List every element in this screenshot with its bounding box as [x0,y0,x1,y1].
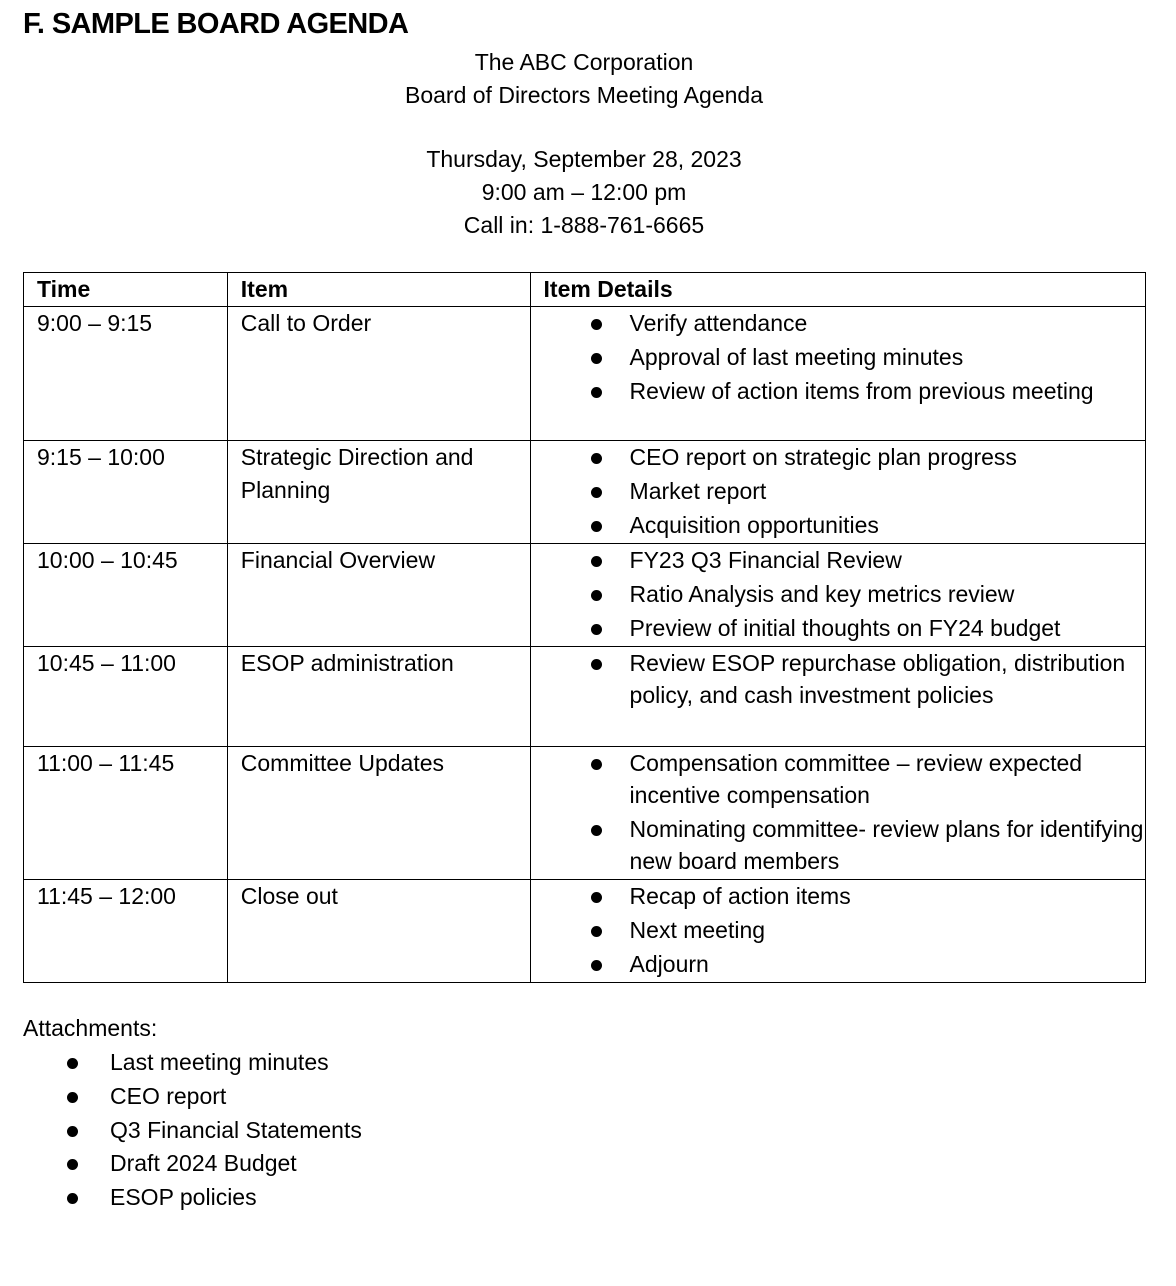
attachment-text: Last meeting minutes [110,1049,329,1075]
list-item [544,578,1145,612]
item-cell: ESOP administration [227,647,530,747]
bullet-icon [591,960,602,971]
list-item [544,747,1145,813]
bullet-icon [591,624,602,635]
table-row [24,544,1146,647]
attachments-label: Attachments: [23,1015,158,1041]
bullet-icon [67,1092,78,1103]
time-cell: 11:45 – 12:00 [24,880,228,983]
bullet-icon [591,659,602,670]
column-header-details: Item Details [530,273,1145,307]
detail-text: Verify attendance [629,310,808,336]
table-header-row [24,273,1146,307]
item-cell: Call to Order [227,307,530,441]
bullet-icon [591,590,602,601]
details-list [544,544,1145,646]
detail-text: Acquisition opportunities [629,512,879,538]
details-cell [530,544,1145,647]
column-header-item: Item [227,273,530,307]
detail-text: Compensation committee – review expected incentive compensation [629,750,1083,808]
bullet-icon [591,825,602,836]
item-cell: Financial Overview [227,544,530,647]
bullet-icon [591,759,602,770]
details-cell [530,880,1145,983]
attachment-text: Draft 2024 Budget [110,1150,297,1177]
table-row [24,747,1146,880]
list-item [544,509,1145,543]
meeting-date: Thursday, September 28, 2023 [426,146,742,172]
bullet-icon [591,487,602,498]
list-item [544,880,1145,914]
details-list [544,307,1145,409]
list-item [544,647,1145,713]
table-row [24,307,1146,441]
column-header-time: Time [24,273,228,307]
list-item [544,914,1145,948]
time-cell: 9:00 – 9:15 [24,307,228,441]
details-list [544,747,1145,879]
time-cell: 10:00 – 10:45 [24,544,228,647]
bullet-icon [67,1058,78,1069]
table-row [24,441,1146,544]
bullet-icon [591,453,602,464]
list-item [544,307,1145,341]
time-cell: 10:45 – 11:00 [24,647,228,747]
detail-text: Approval of last meeting minutes [629,344,964,370]
detail-text: Preview of initial thoughts on FY24 budget [629,615,1061,641]
detail-text: CEO report on strategic plan progress [629,444,1017,470]
list-item [544,475,1145,509]
list-item [544,948,1145,982]
details-list [544,880,1145,982]
bullet-icon [591,387,602,398]
item-cell: Close out [227,880,530,983]
bullet-icon [591,926,602,937]
bullet-icon [591,892,602,903]
meeting-title: Board of Directors Meeting Agenda [405,82,763,108]
document-header [0,46,1168,112]
list-item [544,341,1145,375]
details-cell [530,441,1145,544]
meeting-info [0,143,1168,242]
detail-text: Adjourn [629,951,709,977]
list-item [544,375,1145,409]
table-row [24,647,1146,747]
bullet-icon [591,556,602,567]
bullet-icon [67,1126,78,1137]
bullet-icon [67,1159,78,1170]
details-list [544,647,1145,713]
list-item [23,1147,362,1181]
list-item [544,813,1145,879]
call-in-number: Call in: 1-888-761-6665 [463,212,705,238]
bullet-icon [591,353,602,364]
list-item [23,1080,362,1114]
agenda-table [23,272,1146,983]
item-cell: Strategic Direction and Planning [227,441,530,544]
details-cell [530,647,1145,747]
detail-text: Review ESOP repurchase obligation, distribution policy, and cash investment policies [629,650,1126,708]
list-item [544,544,1145,578]
details-list [544,441,1145,543]
details-cell [530,307,1145,441]
meeting-time: 9:00 am – 12:00 pm [481,179,687,205]
detail-text: Next meeting [629,917,766,943]
time-cell: 9:15 – 10:00 [24,441,228,544]
list-item [23,1181,362,1215]
bullet-icon [591,319,602,330]
attachments-list [23,1046,362,1215]
item-cell: Committee Updates [227,747,530,880]
list-item [23,1046,362,1080]
list-item [544,441,1145,475]
detail-text: Recap of action items [629,883,851,909]
detail-text: Review of action items from previous meeting [629,378,1094,404]
attachment-text: CEO report [110,1082,227,1109]
company-name: The ABC Corporation [474,49,694,75]
time-cell: 11:00 – 11:45 [24,747,228,880]
detail-text: Ratio Analysis and key metrics review [629,581,1015,607]
detail-text: FY23 Q3 Financial Review [629,547,902,573]
details-cell [530,747,1145,880]
attachment-text: ESOP policies [110,1184,257,1211]
detail-text: Market report [629,478,767,504]
table-row [24,880,1146,983]
detail-text: Nominating committee- review plans for identifying new board members [629,816,1144,874]
bullet-icon [591,521,602,532]
list-item [23,1114,362,1148]
list-item [544,612,1145,646]
attachment-text: Q3 Financial Statements [110,1116,362,1143]
section-title: F. SAMPLE BOARD AGENDA [23,8,409,40]
bullet-icon [67,1193,78,1204]
